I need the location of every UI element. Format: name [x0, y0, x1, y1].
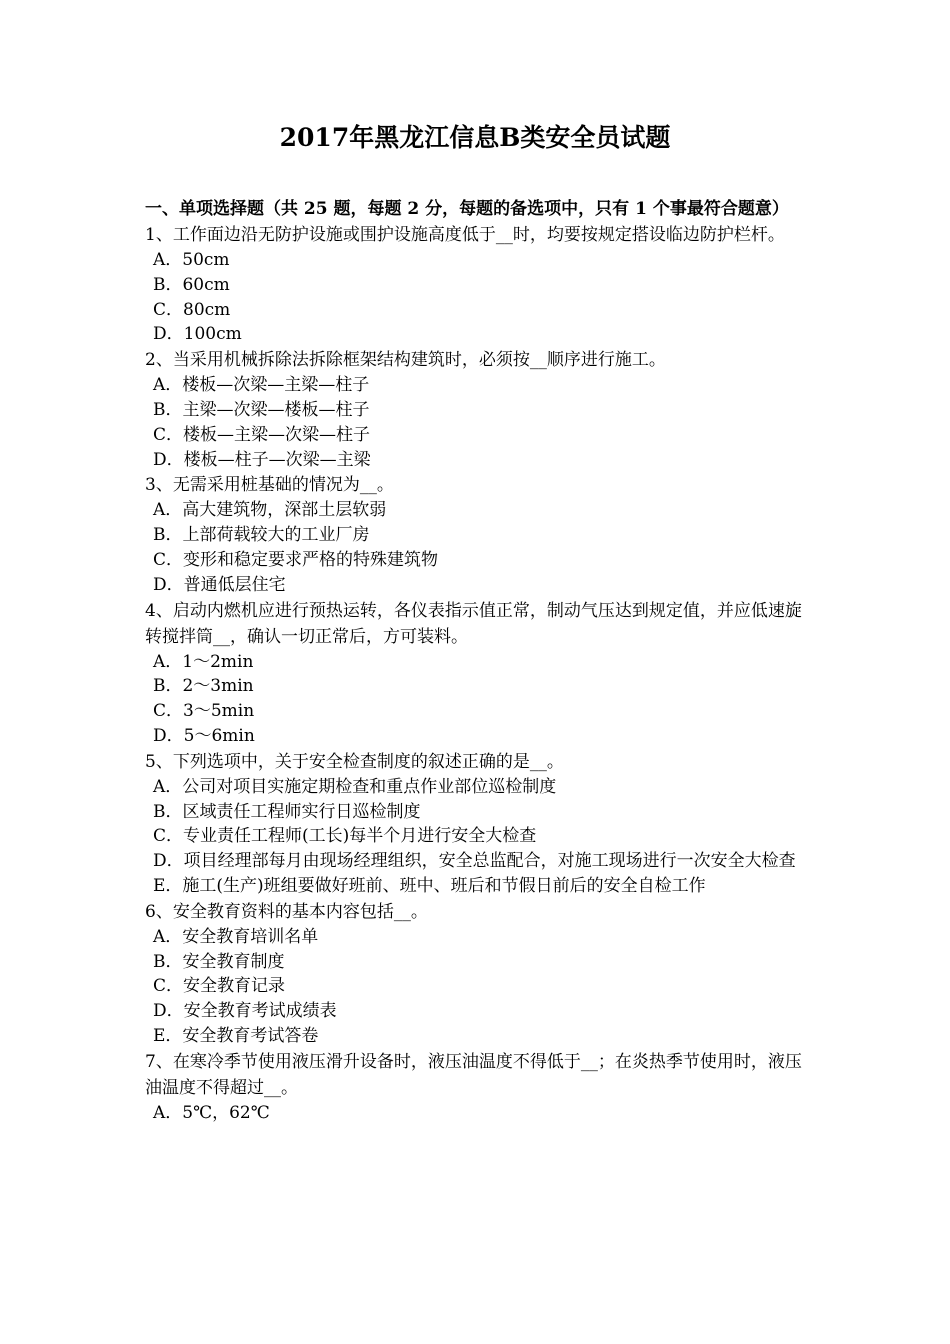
- answer-option: A．50cm: [153, 250, 230, 270]
- question-stem: 2、当采用机械拆除法拆除框架结构建筑时，必须按__顺序进行施工。: [145, 350, 666, 371]
- question-block: [145, 1049, 809, 1126]
- question-block: [145, 472, 809, 597]
- answer-option: C．楼板—主梁—次梁—柱子: [153, 424, 371, 445]
- answer-option: B．上部荷载较大的工业厂房: [153, 525, 370, 546]
- answer-option: D．5～6min: [153, 725, 255, 746]
- answer-option: C．安全教育记录: [153, 976, 286, 997]
- answer-option: E．施工(生产)班组要做好班前、班中、班后和节假日前后的安全自检工作: [153, 875, 706, 896]
- answer-option: D．普通低层住宅: [153, 574, 286, 595]
- question-stem: 1、工作面边沿无防护设施或围护设施高度低于__时，均要按规定搭设临边防护栏杆。: [145, 225, 785, 245]
- question-stem: 4、启动内燃机应进行预热运转，各仪表指示值正常，制动气压达到规定值，并应低速旋转搅拌筒__，确认一切正常后，方可装料。: [145, 600, 802, 647]
- answer-option: E．安全教育考试答卷: [153, 1025, 319, 1046]
- answer-option: B．2～3min: [153, 676, 254, 697]
- question-stem: 6、安全教育资料的基本内容包括__。: [145, 901, 428, 922]
- answer-option: C．3～5min: [153, 701, 255, 722]
- question-block: [145, 222, 809, 347]
- question-stem: 3、无需采用桩基础的情况为__。: [145, 475, 394, 496]
- question-block: [145, 598, 809, 749]
- answer-option: A．5℃，62℃: [153, 1102, 270, 1123]
- answer-option: B．区域责任工程师实行日巡检制度: [153, 801, 421, 822]
- answer-option: D．项目经理部每月由现场经理组织，安全总监配合，对施工现场进行一次安全大检查: [153, 851, 796, 872]
- answer-option: A．安全教育培训名单: [153, 926, 319, 947]
- answer-option: C．变形和稳定要求严格的特殊建筑物: [153, 549, 439, 570]
- document-body: [145, 196, 809, 1126]
- question-block: [145, 347, 809, 472]
- question-block: [145, 749, 809, 899]
- answer-option: A．公司对项目实施定期检查和重点作业部位巡检制度: [153, 776, 557, 797]
- answer-option: C．80cm: [153, 299, 231, 320]
- answer-option: A．楼板—次梁—主梁—柱子: [153, 375, 370, 396]
- answer-option: A．高大建筑物，深部土层软弱: [153, 500, 387, 521]
- answer-option: D．安全教育考试成绩表: [153, 1001, 337, 1022]
- question-stem: 5、下列选项中，关于安全检查制度的叙述正确的是__。: [145, 751, 564, 772]
- question-block: [145, 899, 809, 1049]
- question-stem: 7、在寒冷季节使用液压滑升设备时，液压油温度不得低于__；在炎热季节使用时，液压油温度不得超过__。: [145, 1051, 802, 1098]
- answer-option: B．60cm: [153, 274, 230, 295]
- answer-option: B．主梁—次梁—楼板—柱子: [153, 399, 370, 420]
- answer-option: C．专业责任工程师(工长)每半个月进行安全大检查: [153, 826, 537, 847]
- answer-option: A．1～2min: [153, 651, 254, 672]
- answer-option: D．楼板—柱子—次梁—主梁: [153, 449, 371, 470]
- section-heading: 一、单项选择题（共 25 题，每题 2 分，每题的备选项中，只有 1 个事最符合题意）: [145, 199, 789, 219]
- answer-option: B．安全教育制度: [153, 951, 285, 972]
- document-title: 2017年黑龙江信息B类安全员试题: [279, 123, 671, 152]
- answer-option: D．100cm: [153, 324, 242, 345]
